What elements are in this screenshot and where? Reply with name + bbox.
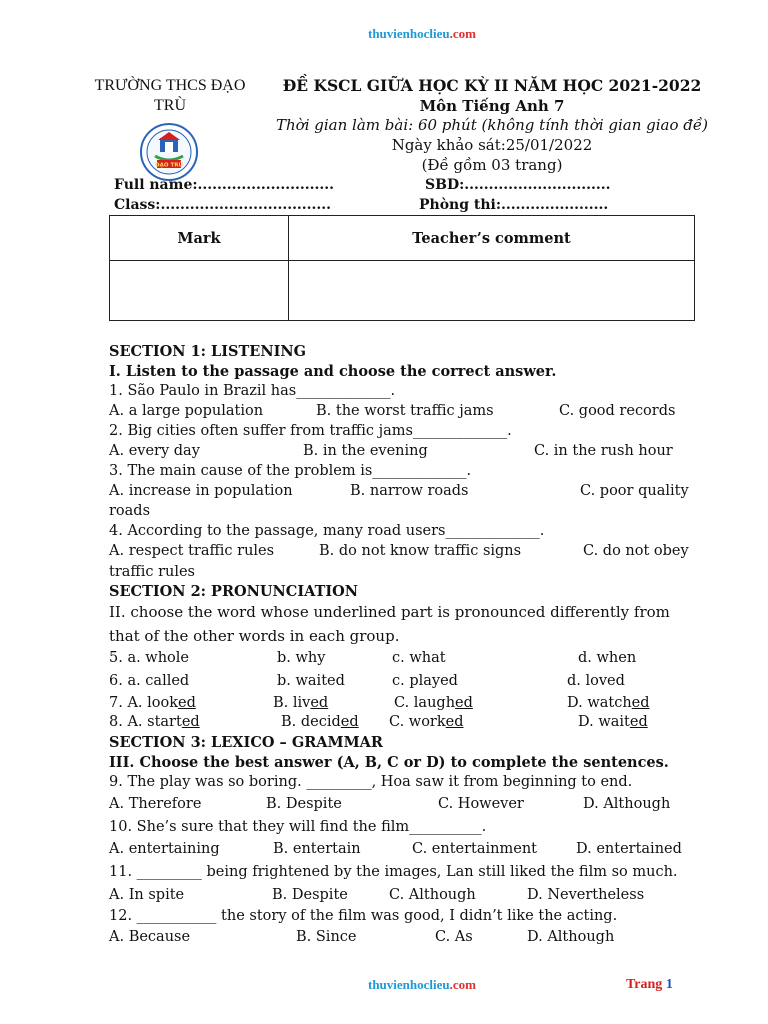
q7-option-c: C. laughed [394,695,473,711]
exam-subject: Môn Tiếng Anh 7 [419,97,565,115]
school-name-line1: TRƯỜNG THCS ĐẠO [94,77,246,94]
q4-option-c-cont: traffic rules [109,564,196,580]
q5-option-d: d. when [578,650,637,666]
page-number [626,977,673,993]
exam-title: ĐỀ KSCL GIỮA HỌC KỲ II NĂM HỌC 2021-2022 [282,76,702,95]
q2-option-c: C. in the rush hour [534,443,673,459]
q8-option-a: 8. A. started [109,714,200,730]
q5-option-b: b. why [277,650,326,666]
q11-option-a: A. In spite [109,887,185,903]
mark-cell [110,261,289,321]
q1-option-a: A. a large population [109,403,264,419]
teacher-comment-header: Teacher’s comment [289,216,695,261]
q3-option-a: A. increase in population [109,483,293,499]
section1-title: SECTION 1: LISTENING [109,343,307,360]
section2-instruction-line2: that of the other words in each group. [109,627,400,645]
q8-option-c: C. worked [389,714,464,730]
q2-text: 2. Big cities often suffer from traffic jams_____________. [109,423,512,439]
q6-option-b: b. waited [277,673,345,689]
watermark-part-a: thuvienhoclieu [368,26,450,41]
q12-option-d: D. Although [527,929,615,945]
class-field: Class:................................... [114,197,332,213]
q7-option-d: D. watched [567,695,650,711]
page-num: 1 [665,977,673,992]
section1-instruction: I. Listen to the passage and choose the correct answer. [109,363,557,380]
q11-text: 11. _________ being frightened by the images, Lan still liked the film so much. [109,864,678,880]
q4-option-c: C. do not obey [583,543,689,559]
teacher-comment-cell [289,261,695,321]
q2-option-b: B. in the evening [303,443,428,459]
q9-option-c: C. However [438,796,524,812]
section2-title: SECTION 2: PRONUNCIATION [109,583,359,600]
q2-option-a: A. every day [109,443,200,459]
room-field: Phòng thi:...................... [419,197,609,213]
page-label: Trang [626,977,663,992]
q12-option-b: B. Since [296,929,357,945]
q11-option-d: D. Nevertheless [527,887,645,903]
q10-option-d: D. entertained [576,841,682,857]
q4-text: 4. According to the passage, many road users_____________. [109,523,545,539]
q5-option-a: 5. a. whole [109,650,190,666]
section2-instruction-line1: II. choose the word whose underlined part is pronounced differently from [109,603,670,621]
watermark-bottom-part-a: thuvienhoclieu [368,977,450,992]
q12-option-c: C. As [435,929,473,945]
q3-option-c: C. poor quality [580,483,689,499]
q1-text: 1. São Paulo in Brazil has_____________. [109,383,396,399]
q9-option-a: A. Therefore [109,796,202,812]
school-logo-icon [139,122,199,182]
q9-option-d: D. Although [583,796,671,812]
q7-option-a: 7. A. looked [109,695,196,711]
q6-option-a: 6. a. called [109,673,190,689]
q8-option-b: B. decided [281,714,359,730]
exam-time: Thời gian làm bài: 60 phút (không tính thời gian giao đề) [276,116,708,134]
watermark-bottom-part-b: .com [449,977,476,992]
q4-option-a: A. respect traffic rules [109,543,275,559]
q11-option-c: C. Although [389,887,476,903]
watermark-bottom [368,977,476,993]
school-name-line2: TRÙ [154,97,186,114]
q3-text: 3. The main cause of the problem is_____________. [109,463,472,479]
q4-option-b: B. do not know traffic signs [319,543,522,559]
sbd-field: SBD:.............................. [425,177,611,193]
q6-option-d: d. loved [567,673,625,689]
mark-table [109,215,695,321]
q10-text: 10. She’s sure that they will find the film__________. [109,819,487,835]
q7-option-b: B. lived [273,695,329,711]
q10-option-c: C. entertainment [412,841,537,857]
watermark-part-b: .com [449,26,476,41]
q6-option-c: c. played [392,673,458,689]
mark-header: Mark [110,216,289,261]
q12-option-a: A. Because [109,929,191,945]
q5-option-c: c. what [392,650,446,666]
q3-option-c-cont: roads [109,503,151,519]
q11-option-b: B. Despite [272,887,348,903]
q10-option-b: B. entertain [273,841,361,857]
logo-text: ĐẠO TRÙ [155,162,183,169]
q8-option-d: D. waited [578,714,648,730]
exam-pages-note: (Đề gồm 03 trang) [421,156,563,174]
q10-option-a: A. entertaining [109,841,220,857]
q9-text: 9. The play was so boring. _________, Hoa saw it from beginning to end. [109,774,633,790]
exam-date: Ngày khảo sát:25/01/2022 [391,136,593,154]
q9-option-b: B. Despite [266,796,342,812]
section3-title: SECTION 3: LEXICO – GRAMMAR [109,734,383,751]
q12-text: 12. ___________ the story of the film was good, I didn’t like the acting. [109,908,618,924]
section3-instruction: III. Choose the best answer (A, B, C or D) to complete the sentences. [109,754,669,771]
q1-option-b: B. the worst traffic jams [316,403,494,419]
full-name-field: Full name:............................ [114,177,334,193]
watermark-top [368,26,476,42]
q1-option-c: C. good records [559,403,676,419]
q3-option-b: B. narrow roads [350,483,469,499]
